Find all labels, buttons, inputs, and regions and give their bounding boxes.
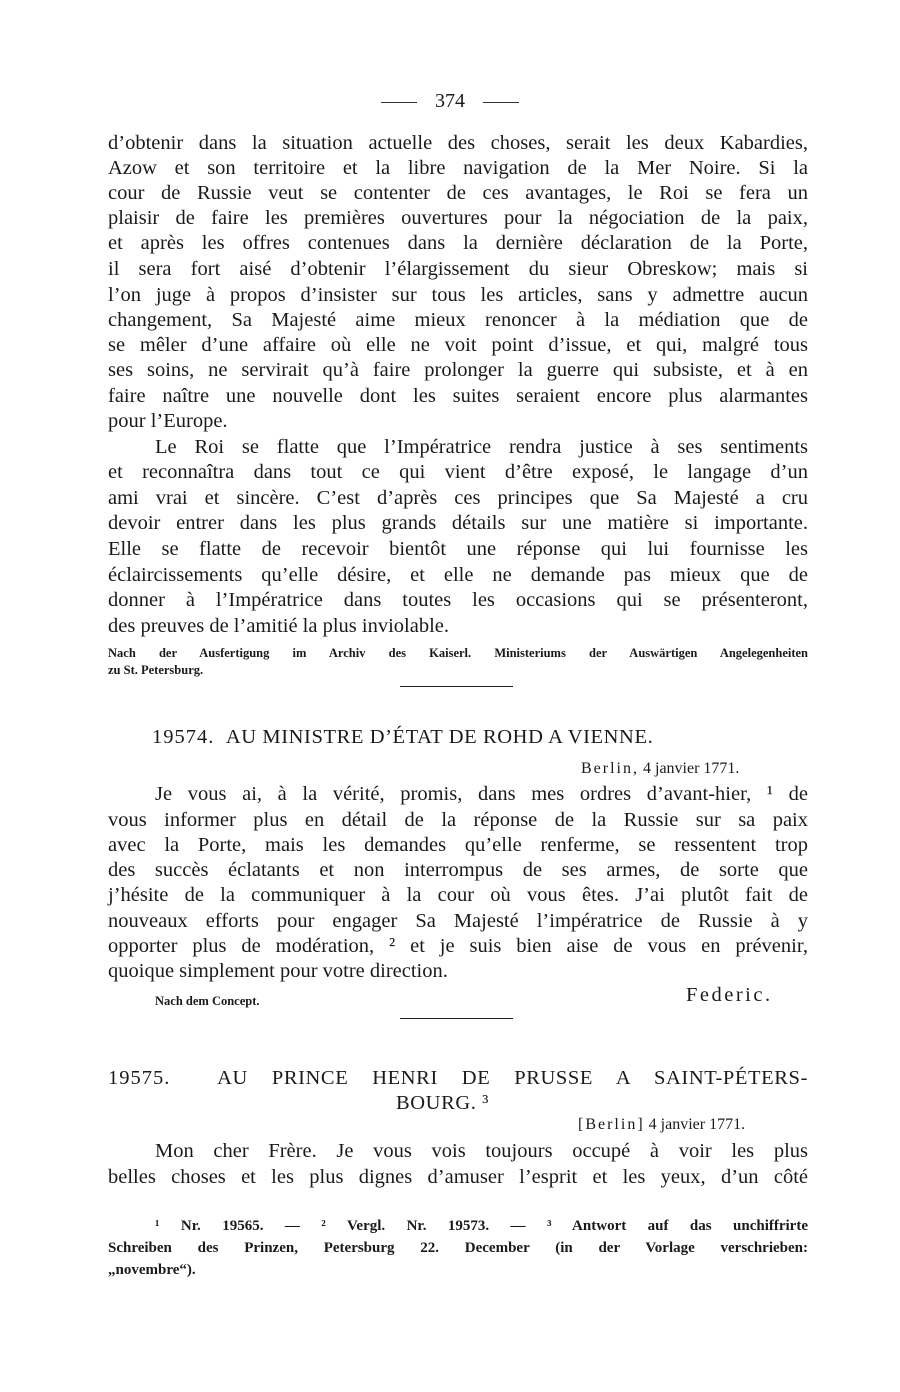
text-line: vous informer plus en détail de la réponse de la Russie sur sa paix bbox=[108, 809, 808, 831]
text-line: faire naître une nouvelle dont les suites seraient encore plus alarmantes bbox=[108, 385, 808, 407]
text-line: donner à l’Impératrice dans toutes les occasions qui se présenteront, bbox=[108, 589, 808, 611]
letter-number: 19575. bbox=[108, 1067, 171, 1089]
text-line: plaisir de faire les premières ouvertures pour la négociation de la paix, bbox=[108, 207, 808, 229]
text-line: avec la Porte, mais les demandes qu’elle renferme, se ressentent trop bbox=[108, 834, 808, 856]
text-line: des preuves de l’amitié la plus inviolable. bbox=[108, 615, 450, 637]
letter-date-value: 4 janvier 1771. bbox=[643, 760, 740, 777]
text-line: Je vous ai, à la vérité, promis, dans mes ordres d’avant-hier, ¹ de bbox=[155, 783, 808, 805]
letter-place: [Berlin] bbox=[578, 1116, 645, 1133]
letter-heading bbox=[108, 1066, 808, 1091]
text-line: nouveaux efforts pour engager Sa Majesté l’impératrice de Russie à y bbox=[108, 910, 808, 932]
text-line: changement, Sa Majesté aime mieux renoncer à la médiation que de bbox=[108, 309, 808, 331]
letter-heading bbox=[152, 725, 653, 750]
text-line: Le Roi se flatte que l’Impératrice rendra justice à ses sentiments bbox=[155, 436, 808, 458]
text-line: se mêler d’une affaire où elle ne voit point d’issue, et qui, malgré tous bbox=[108, 334, 808, 356]
section-divider bbox=[400, 686, 513, 687]
page-header bbox=[0, 88, 900, 114]
text-line: des succès éclatants et non interrompus de ses armes, de sorte que bbox=[108, 859, 808, 881]
text-line: et reconnaîtra dans tout ce qui vient d’être exposé, le langage d’un bbox=[108, 461, 808, 483]
text-line: cour de Russie veut se contenter de ces avantages, le Roi se fera un bbox=[108, 182, 808, 204]
footnote-line: ¹ Nr. 19565. — ² Vergl. Nr. 19573. — ³ Antwort auf das unchiffrirte bbox=[155, 1218, 808, 1234]
source-note: zu St. Petersburg. bbox=[108, 663, 204, 677]
letter-date bbox=[578, 1115, 745, 1135]
text-line: devoir entrer dans les plus grands détails sur une matière si importante. bbox=[108, 512, 808, 534]
letter-title: AU PRINCE HENRI DE PRUSSE A SAINT-PÉTERS- bbox=[217, 1067, 808, 1089]
text-line: j’hésite de la communiquer à la cour où vous êtes. J’ai plutôt fait de bbox=[108, 884, 808, 906]
letter-date bbox=[581, 759, 739, 779]
text-line: quoique simplement pour votre direction. bbox=[108, 960, 448, 982]
footnote-line: „novembre“). bbox=[108, 1262, 196, 1278]
text-line: Azow et son territoire et la libre navigation de la Mer Noire. Si la bbox=[108, 157, 808, 179]
source-note: Nach der Ausfertigung im Archiv des Kaiserl. Ministeriums der Auswärtigen Angelegenheiten bbox=[108, 646, 808, 660]
text-line: Mon cher Frère. Je vous vois toujours occupé à voir les plus bbox=[155, 1140, 808, 1162]
text-line: ses soins, ne servirait qu’à faire prolonger la guerre qui subsiste, et à en bbox=[108, 359, 808, 381]
footnote-line: Schreiben des Prinzen, Petersburg 22. December (in der Vorlage verschrieben: bbox=[108, 1240, 808, 1256]
text-line: l’on juge à propos d’insister sur tous les articles, sans y admettre aucun bbox=[108, 284, 808, 306]
text-line: ami vrai et sincère. C’est d’après ces principes que Sa Majesté a cru bbox=[108, 487, 808, 509]
text-line: pour l’Europe. bbox=[108, 410, 228, 432]
letter-date-value: 4 janvier 1771. bbox=[648, 1116, 746, 1133]
text-line: d’obtenir dans la situation actuelle des choses, serait les deux Kabardies, bbox=[108, 132, 808, 154]
page-number: 374 bbox=[435, 90, 465, 112]
text-line: il sera fort aisé d’obtenir l’élargissement du sieur Obreskow; mais si bbox=[108, 258, 808, 280]
letter-title: AU MINISTRE D’ÉTAT DE ROHD A VIENNE. bbox=[225, 726, 654, 748]
source-note: Nach dem Concept. bbox=[155, 994, 260, 1008]
text-line: éclaircissements qu’elle désire, et elle ne demande pas mieux que de bbox=[108, 564, 808, 586]
letter-number: 19574. bbox=[152, 726, 215, 748]
section-divider bbox=[400, 1018, 513, 1019]
header-dash-left bbox=[381, 102, 417, 103]
letter-place: Berlin, bbox=[581, 760, 639, 777]
text-line: Elle se flatte de recevoir bientôt une réponse qui lui fournisse les bbox=[108, 538, 808, 560]
text-line: opporter plus de modération, ² et je suis bien aise de vous en prévenir, bbox=[108, 935, 808, 957]
text-line: belles choses et les plus dignes d’amuser l’esprit et les yeux, d’un côté bbox=[108, 1166, 808, 1188]
signature: Federic. bbox=[686, 984, 773, 1006]
letter-title-continued: BOURG. ³ bbox=[396, 1092, 489, 1114]
text-line: et après les offres contenues dans la dernière déclaration de la Porte, bbox=[108, 232, 808, 254]
header-dash-right bbox=[483, 102, 519, 103]
